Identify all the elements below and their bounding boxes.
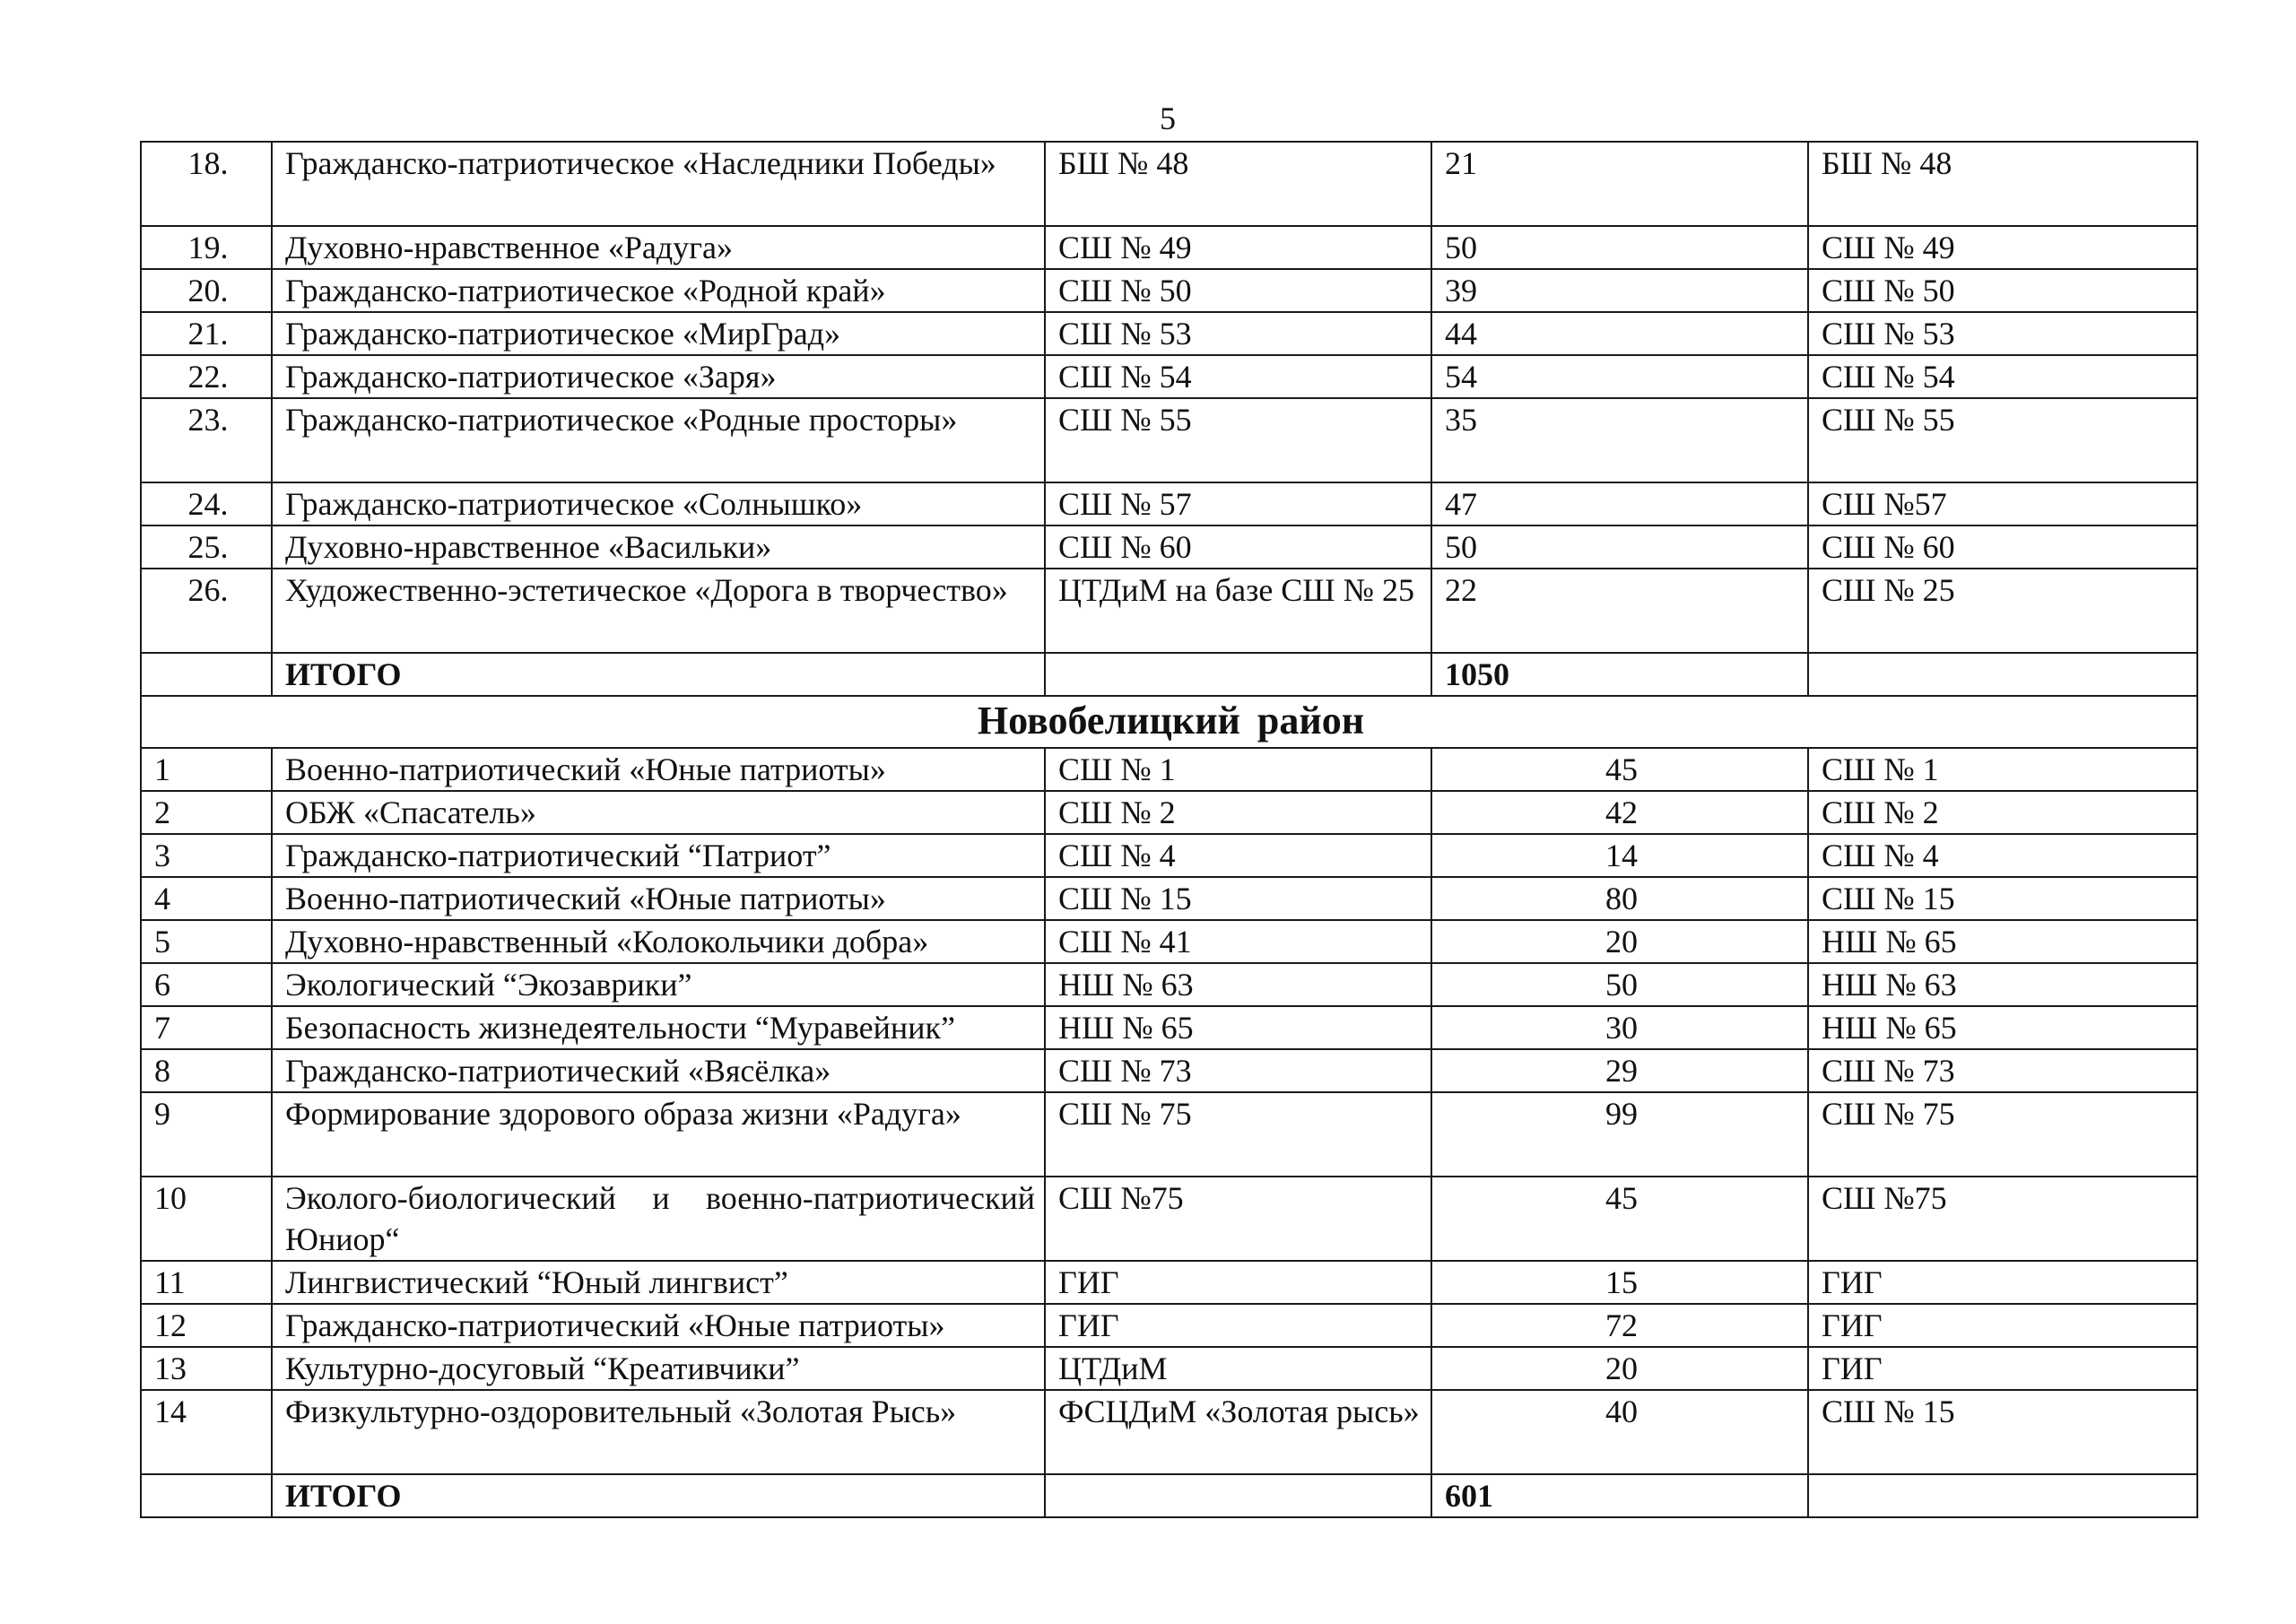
row-number: 11 bbox=[141, 1261, 272, 1304]
club-location: ЦТДиМ bbox=[1045, 1347, 1431, 1390]
club-base: СШ №57 bbox=[1808, 482, 2197, 525]
empty-cell bbox=[1808, 1474, 2197, 1517]
participant-count: 15 bbox=[1431, 1261, 1808, 1304]
row-number: 6 bbox=[141, 963, 272, 1006]
club-base: СШ № 49 bbox=[1808, 226, 2197, 269]
table-row bbox=[141, 920, 2197, 963]
table-row bbox=[141, 269, 2197, 312]
participant-count: 47 bbox=[1431, 482, 1808, 525]
club-name: Физкультурно-оздоровительный «Золотая Рысь» bbox=[272, 1390, 1045, 1474]
club-base: СШ № 73 bbox=[1808, 1049, 2197, 1092]
participant-count: 54 bbox=[1431, 355, 1808, 398]
table-row bbox=[141, 525, 2197, 569]
row-number: 9 bbox=[141, 1092, 272, 1177]
club-base: ГИГ bbox=[1808, 1347, 2197, 1390]
row-number: 4 bbox=[141, 877, 272, 920]
row-number: 21. bbox=[141, 312, 272, 355]
participant-count: 20 bbox=[1431, 1347, 1808, 1390]
club-location: СШ № 49 bbox=[1045, 226, 1431, 269]
row-number: 2 bbox=[141, 791, 272, 834]
club-location: СШ № 50 bbox=[1045, 269, 1431, 312]
participant-count: 14 bbox=[1431, 834, 1808, 877]
club-location: ГИГ bbox=[1045, 1304, 1431, 1347]
club-location: ГИГ bbox=[1045, 1261, 1431, 1304]
total-row bbox=[141, 1474, 2197, 1517]
club-name: Гражданско-патриотическое «Наследники Победы» bbox=[272, 142, 1045, 226]
participant-count: 80 bbox=[1431, 877, 1808, 920]
row-number: 25. bbox=[141, 525, 272, 569]
club-location: СШ № 53 bbox=[1045, 312, 1431, 355]
participant-count: 30 bbox=[1431, 1006, 1808, 1049]
table-row bbox=[141, 1347, 2197, 1390]
table-row bbox=[141, 1304, 2197, 1347]
club-base: СШ № 15 bbox=[1808, 877, 2197, 920]
club-base: СШ № 50 bbox=[1808, 269, 2197, 312]
club-name: Военно-патриотический «Юные патриоты» bbox=[272, 748, 1045, 791]
club-location: СШ № 41 bbox=[1045, 920, 1431, 963]
row-number: 1 bbox=[141, 748, 272, 791]
table-row bbox=[141, 1049, 2197, 1092]
table-row bbox=[141, 1390, 2197, 1474]
row-number: 22. bbox=[141, 355, 272, 398]
clubs-table bbox=[140, 141, 2198, 1518]
row-number: 20. bbox=[141, 269, 272, 312]
page-number: 5 bbox=[1160, 100, 1176, 136]
participant-count: 44 bbox=[1431, 312, 1808, 355]
club-base: СШ № 25 bbox=[1808, 569, 2197, 653]
section-header-row bbox=[141, 696, 2197, 748]
total-label: ИТОГО bbox=[272, 653, 1045, 696]
club-location: СШ № 55 bbox=[1045, 398, 1431, 482]
row-number: 13 bbox=[141, 1347, 272, 1390]
club-location: СШ № 60 bbox=[1045, 525, 1431, 569]
club-name: Экологический “Экозаврики” bbox=[272, 963, 1045, 1006]
row-number: 24. bbox=[141, 482, 272, 525]
club-base: СШ № 54 bbox=[1808, 355, 2197, 398]
club-location: БШ № 48 bbox=[1045, 142, 1431, 226]
club-name: Гражданско-патриотическое «Родной край» bbox=[272, 269, 1045, 312]
club-base: СШ № 75 bbox=[1808, 1092, 2197, 1177]
club-location: ЦТДиМ на базе СШ № 25 bbox=[1045, 569, 1431, 653]
club-name: Безопасность жизнедеятельности “Муравейник” bbox=[272, 1006, 1045, 1049]
club-location: СШ № 75 bbox=[1045, 1092, 1431, 1177]
club-name: Гражданско-патриотический «Юные патриоты» bbox=[272, 1304, 1045, 1347]
club-name: Культурно-досуговый “Креативчики” bbox=[272, 1347, 1045, 1390]
club-base: ГИГ bbox=[1808, 1304, 2197, 1347]
club-base: СШ № 4 bbox=[1808, 834, 2197, 877]
total-value: 1050 bbox=[1431, 653, 1808, 696]
table-row bbox=[141, 398, 2197, 482]
table-row bbox=[141, 1177, 2197, 1261]
club-name: Духовно-нравственное «Радуга» bbox=[272, 226, 1045, 269]
empty-cell bbox=[1045, 653, 1431, 696]
row-number: 10 bbox=[141, 1177, 272, 1261]
club-location: ФСЦДиМ «Золотая рысь» bbox=[1045, 1390, 1431, 1474]
participant-count: 20 bbox=[1431, 920, 1808, 963]
participant-count: 45 bbox=[1431, 1177, 1808, 1261]
table-row bbox=[141, 834, 2197, 877]
row-number: 19. bbox=[141, 226, 272, 269]
club-base: СШ № 55 bbox=[1808, 398, 2197, 482]
club-name: ОБЖ «Спасатель» bbox=[272, 791, 1045, 834]
club-name: Лингвистический “Юный лингвист” bbox=[272, 1261, 1045, 1304]
club-location: СШ № 4 bbox=[1045, 834, 1431, 877]
table-row bbox=[141, 877, 2197, 920]
participant-count: 45 bbox=[1431, 748, 1808, 791]
table-row bbox=[141, 963, 2197, 1006]
participant-count: 50 bbox=[1431, 963, 1808, 1006]
empty-cell bbox=[1045, 1474, 1431, 1517]
row-number: 7 bbox=[141, 1006, 272, 1049]
club-name: Гражданско-патриотический «Вясёлка» bbox=[272, 1049, 1045, 1092]
empty-cell bbox=[141, 1474, 272, 1517]
club-base: СШ № 15 bbox=[1808, 1390, 2197, 1474]
total-label: ИТОГО bbox=[272, 1474, 1045, 1517]
participant-count: 50 bbox=[1431, 525, 1808, 569]
participant-count: 22 bbox=[1431, 569, 1808, 653]
club-name: Художественно-эстетическое «Дорога в творчество» bbox=[272, 569, 1045, 653]
club-name: Гражданско-патриотическое «Родные просторы» bbox=[272, 398, 1045, 482]
club-name: Гражданско-патриотическое «Заря» bbox=[272, 355, 1045, 398]
club-base: ГИГ bbox=[1808, 1261, 2197, 1304]
row-number: 23. bbox=[141, 398, 272, 482]
table-row bbox=[141, 748, 2197, 791]
total-value: 601 bbox=[1431, 1474, 1808, 1517]
table-row bbox=[141, 1092, 2197, 1177]
club-base: СШ №75 bbox=[1808, 1177, 2197, 1261]
club-base: СШ № 60 bbox=[1808, 525, 2197, 569]
participant-count: 40 bbox=[1431, 1390, 1808, 1474]
club-location: НШ № 63 bbox=[1045, 963, 1431, 1006]
club-location: СШ № 73 bbox=[1045, 1049, 1431, 1092]
row-number: 3 bbox=[141, 834, 272, 877]
club-base: СШ № 1 bbox=[1808, 748, 2197, 791]
club-name: Формирование здорового образа жизни «Радуга» bbox=[272, 1092, 1045, 1177]
participant-count: 29 bbox=[1431, 1049, 1808, 1092]
row-number: 5 bbox=[141, 920, 272, 963]
table-row bbox=[141, 569, 2197, 653]
row-number: 8 bbox=[141, 1049, 272, 1092]
table-row bbox=[141, 142, 2197, 226]
club-base: СШ № 2 bbox=[1808, 791, 2197, 834]
section-title: Новобелицкий район bbox=[141, 696, 2197, 748]
participant-count: 72 bbox=[1431, 1304, 1808, 1347]
club-location: СШ № 2 bbox=[1045, 791, 1431, 834]
participant-count: 99 bbox=[1431, 1092, 1808, 1177]
participant-count: 21 bbox=[1431, 142, 1808, 226]
total-row bbox=[141, 653, 2197, 696]
row-number: 14 bbox=[141, 1390, 272, 1474]
club-name: Военно-патриотический «Юные патриоты» bbox=[272, 877, 1045, 920]
participant-count: 42 bbox=[1431, 791, 1808, 834]
row-number: 26. bbox=[141, 569, 272, 653]
row-number: 12 bbox=[141, 1304, 272, 1347]
participant-count: 39 bbox=[1431, 269, 1808, 312]
table-row bbox=[141, 1006, 2197, 1049]
club-base: СШ № 53 bbox=[1808, 312, 2197, 355]
club-name: Гражданско-патриотический “Патриот” bbox=[272, 834, 1045, 877]
participant-count: 50 bbox=[1431, 226, 1808, 269]
empty-cell bbox=[141, 653, 272, 696]
club-base: НШ № 63 bbox=[1808, 963, 2197, 1006]
club-name: Духовно-нравственный «Колокольчики добра» bbox=[272, 920, 1045, 963]
club-location: СШ № 54 bbox=[1045, 355, 1431, 398]
club-name: Гражданско-патриотическое «МирГрад» bbox=[272, 312, 1045, 355]
table-row bbox=[141, 312, 2197, 355]
row-number: 18. bbox=[141, 142, 272, 226]
club-base: БШ № 48 bbox=[1808, 142, 2197, 226]
clubs-table-body bbox=[141, 142, 2197, 1517]
club-base: НШ № 65 bbox=[1808, 1006, 2197, 1049]
club-location: СШ № 1 bbox=[1045, 748, 1431, 791]
club-location: СШ №75 bbox=[1045, 1177, 1431, 1261]
club-name: Эколого-биологический и военно-патриотический Юниор“ bbox=[272, 1177, 1045, 1261]
empty-cell bbox=[1808, 653, 2197, 696]
table-row bbox=[141, 482, 2197, 525]
table-row bbox=[141, 1261, 2197, 1304]
club-location: СШ № 15 bbox=[1045, 877, 1431, 920]
table-row bbox=[141, 226, 2197, 269]
table-row bbox=[141, 355, 2197, 398]
club-location: НШ № 65 bbox=[1045, 1006, 1431, 1049]
club-name: Духовно-нравственное «Васильки» bbox=[272, 525, 1045, 569]
club-base: НШ № 65 bbox=[1808, 920, 2197, 963]
club-name: Гражданско-патриотическое «Солнышко» bbox=[272, 482, 1045, 525]
club-location: СШ № 57 bbox=[1045, 482, 1431, 525]
participant-count: 35 bbox=[1431, 398, 1808, 482]
table-row bbox=[141, 791, 2197, 834]
